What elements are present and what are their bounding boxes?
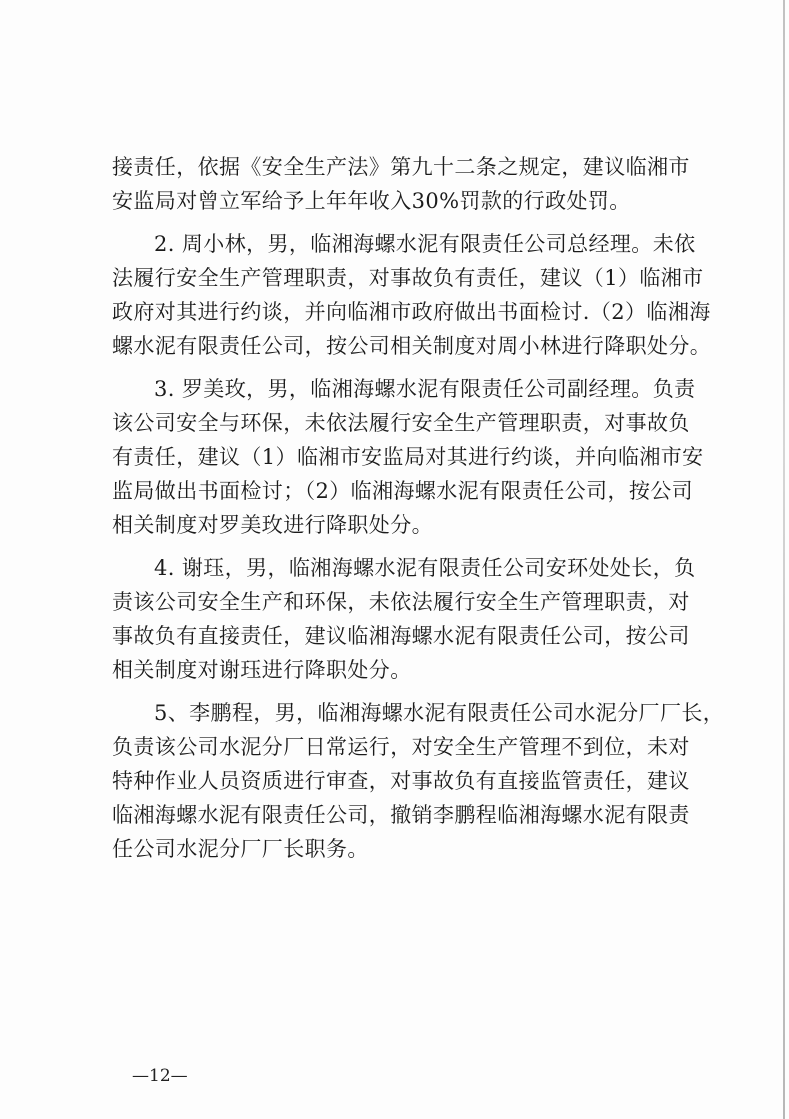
paragraph-2-line: 2. 周小林，男，临湘海螺水泥有限责任公司总经理。未依 [154,232,696,256]
text-line: 相关制度对谢珏进行降职处分。 [112,658,412,682]
text-line: 法履行安全生产管理职责，对事故负有责任，建议（1）临湘市 [112,266,704,290]
text-line: 任公司水泥分厂厂长职务。 [112,837,369,861]
text-line: 特种作业人员资质进行审查，对事故负有直接监管责任，建议 [112,769,690,793]
scan-edge-line [783,0,785,1119]
text-line: 事故负有直接责任，建议临湘海螺水泥有限责任公司，按公司 [112,624,690,648]
text-line: 负责该公司水泥分厂日常运行，对安全生产管理不到位，未对 [112,735,690,759]
text-line: 接责任，依据《安全生产法》第九十二条之规定，建议临湘市 [112,155,690,179]
text-line: 安监局对曾立军给予上年年收入30%罚款的行政处罚。 [112,189,631,213]
text-line: 临湘海螺水泥有限责任公司，撤销李鹏程临湘海螺水泥有限责 [112,803,690,827]
text-line: 责该公司安全生产和环保，未依法履行安全生产管理职责，对 [112,590,690,614]
paragraph-5-line: 5、李鹏程，男，临湘海螺水泥有限责任公司水泥分厂厂长， [154,701,725,725]
text-line: 有责任，建议（1）临湘市安监局对其进行约谈，并向临湘市安 [112,445,704,469]
paragraph-3-line: 3. 罗美玫，男，临湘海螺水泥有限责任公司副经理。负责 [154,377,696,401]
paragraph-4-line: 4. 谢珏，男，临湘海螺水泥有限责任公司安环处处长，负 [154,556,696,580]
document-body [112,150,725,866]
text-line: 该公司安全与环保，未依法履行安全生产管理职责，对事故负 [112,411,690,435]
text-line: 螺水泥有限责任公司，按公司相关制度对周小林进行降职处分。 [112,334,712,358]
text-line: 监局做出书面检讨；（2）临湘海螺水泥有限责任公司，按公司 [112,479,694,503]
text-line: 相关制度对罗美玫进行降职处分。 [112,513,433,537]
page-number: —12— [132,1066,188,1086]
text-line: 政府对其进行约谈，并向临湘市政府做出书面检讨.（2）临湘海 [112,300,711,324]
